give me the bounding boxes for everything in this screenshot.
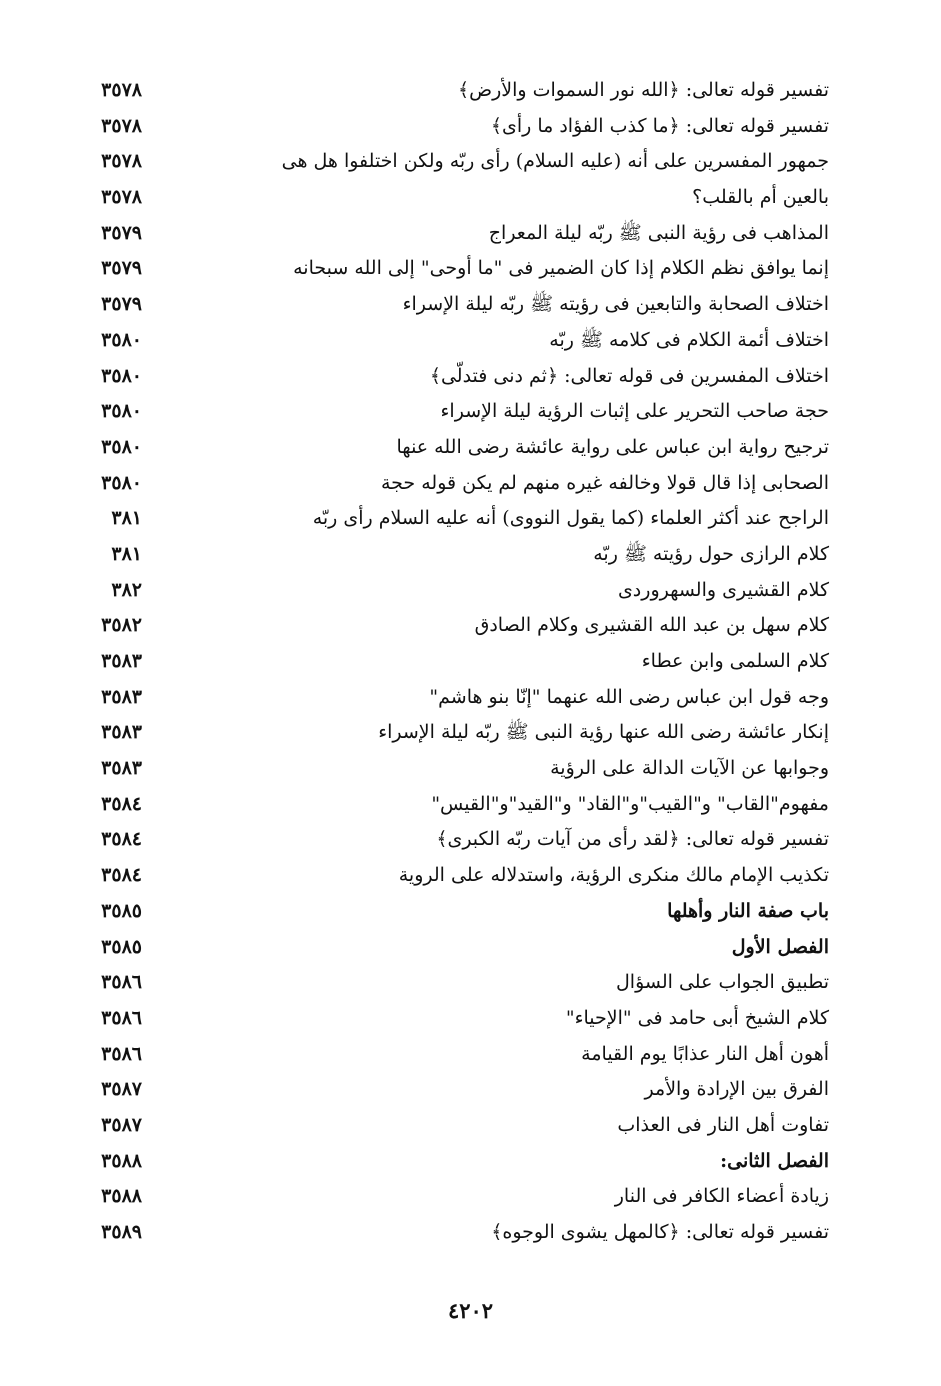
toc-entry	[0, 500, 941, 536]
toc-entry-page-number: ٣٥٨٦	[101, 971, 142, 994]
toc-entry-page-number: ٣٥٨٩	[101, 1221, 142, 1243]
toc-entry-title: المذاهب فى رؤية النبى ﷺ ربّه ليلة المعراج	[488, 221, 829, 244]
toc-entry-title: اختلاف أئمة الكلام فى كلامه ﷺ ربّه	[549, 328, 829, 351]
toc-entry-page-number: ٣٥٨٣	[101, 650, 142, 672]
toc-entry-title: كلام الشيخ أبى حامد فى "الإحياء"	[565, 1006, 829, 1029]
toc-entry-title: كلام سهل بن عبد الله القشيرى وكلام الصادق	[474, 614, 829, 637]
toc-entry	[0, 179, 941, 215]
toc-entry	[0, 643, 941, 679]
toc-entry	[0, 750, 941, 786]
toc-entry-title: تكذيب الإمام مالك منكرى الرؤية، واستدلاله على الروية	[398, 864, 829, 887]
toc-entry	[0, 821, 941, 857]
toc-entry-page-number: ٣٥٨٣	[101, 721, 142, 744]
toc-entry-title: الراجح عند أكثر العلماء (كما يقول النووى) أنه عليه السلام رأى ربّه	[312, 507, 829, 530]
toc-entry-page-number: ٣٥٨٠	[101, 328, 142, 351]
toc-entry-title: الصحابى إذا قال قولا وخالفه غيره منهم لم يكن قوله حجة	[380, 471, 829, 494]
toc-entry-page-number: ٣٥٨٤	[101, 864, 142, 887]
toc-entry	[0, 1214, 941, 1250]
toc-entry-title: تفسير قوله تعالى: ﴿لقد رأى من آيات ربّه الكبرى﴾	[436, 828, 829, 851]
toc-entry	[0, 786, 941, 822]
toc-entry	[0, 429, 941, 465]
toc-entry-page-number: ٣٥٨٦	[101, 1042, 142, 1065]
toc-entry	[0, 465, 941, 501]
toc-entry-page-number: ٣٥٧٩	[101, 221, 142, 244]
toc-entry-page-number: ٣٥٨٤	[101, 828, 142, 851]
page-number: ٤٢٠٢	[447, 1298, 494, 1323]
toc-entry-page-number: ٣٥٨٠	[101, 364, 142, 387]
toc-entry-page-number: ٣٨١	[111, 507, 142, 530]
toc-entry-title: كلام السلمى وابن عطاء	[641, 650, 829, 672]
toc-entry	[0, 964, 941, 1000]
toc-entry-title: وجوابها عن الآيات الدالة على الرؤية	[550, 757, 829, 780]
toc-entry-title: بالعين أم بالقلب؟	[692, 186, 829, 209]
toc-entry-page-number: ٣٥٧٨	[101, 186, 142, 209]
toc-entry	[0, 143, 941, 179]
toc-entry	[0, 536, 941, 572]
toc-entry-page-number: ٣٥٧٩	[101, 257, 142, 280]
toc-entry-page-number: ٣٥٨٠	[101, 435, 142, 458]
toc-entry-page-number: ٣٨١	[111, 542, 142, 565]
toc-entry-page-number: ٣٥٨٣	[101, 757, 142, 780]
toc-entry-title: إنما يوافق نظم الكلام إذا كان الضمير فى "ما أوحى" إلى الله سبحانه	[293, 257, 829, 280]
toc-entry	[0, 250, 941, 286]
toc-entry	[0, 893, 941, 929]
toc-entry-title: وجه قول ابن عباس رضى الله عنهما "إنّا بنو هاشم"	[429, 685, 829, 708]
toc-entry-page-number: ٣٥٧٨	[101, 114, 142, 137]
toc-entry-page-number: ٣٥٨٨	[101, 1149, 142, 1172]
toc-entry	[0, 714, 941, 750]
toc-entry-title: تفسير قوله تعالى: ﴿الله نور السموات والأرض﴾	[458, 79, 829, 101]
toc-entry	[0, 857, 941, 893]
toc-entry-title: اختلاف المفسرين فى قوله تعالى: ﴿ثم دنى فتدلّى﴾	[429, 364, 829, 387]
toc-entry	[0, 358, 941, 394]
toc-entry-page-number: ٣٥٨٠	[101, 471, 142, 494]
toc-entry	[0, 286, 941, 322]
toc-entry-title: الفصل الأول	[731, 935, 829, 958]
toc-entry-page-number: ٣٥٧٨	[101, 79, 142, 101]
toc-entry-title: تفاوت أهل النار فى العذاب	[617, 1113, 829, 1136]
toc-entry-title: اختلاف الصحابة والتابعين فى رؤيته ﷺ ربّه ليلة الإسراء	[402, 293, 829, 316]
toc-entry	[0, 72, 941, 108]
toc-entry-title: الفصل الثانى:	[720, 1149, 829, 1172]
toc-entry	[0, 929, 941, 965]
toc-entry-page-number: ٣٥٨٧	[101, 1113, 142, 1136]
toc-entry-page-number: ٣٥٨٤	[101, 792, 142, 815]
toc-entry-title: تطبيق الجواب على السؤال	[616, 971, 829, 994]
toc-entry-title: مفهوم"القاب" و"القيب"و"القاد" و"القيد"و"القيس"	[431, 792, 829, 815]
toc-entry-title: كلام القشيرى والسهروردى	[617, 578, 829, 601]
toc-entry-title: أهون أهل النار عذابًا يوم القيامة	[581, 1042, 829, 1065]
toc-entry-page-number: ٣٨٢	[111, 578, 142, 601]
toc-entry-page-number: ٣٥٨٨	[101, 1185, 142, 1208]
toc-entry	[0, 1178, 941, 1214]
toc-entry-title: تفسير قوله تعالى: ﴿ما كذب الفؤاد ما رأى﴾	[490, 114, 829, 137]
toc-entry	[0, 215, 941, 251]
table-of-contents	[0, 72, 941, 1250]
toc-entry	[0, 607, 941, 643]
toc-entry	[0, 1000, 941, 1036]
toc-entry-title: تفسير قوله تعالى: ﴿كالمهل يشوى الوجوه﴾	[491, 1221, 829, 1243]
toc-entry-page-number: ٣٥٧٩	[101, 293, 142, 316]
toc-entry-title: إنكار عائشة رضى الله عنها رؤية النبى ﷺ ربّه ليلة الإسراء	[378, 721, 829, 744]
toc-entry	[0, 572, 941, 608]
toc-entry-page-number: ٣٥٨٥	[101, 935, 142, 958]
toc-entry-page-number: ٣٥٨٧	[101, 1078, 142, 1101]
toc-entry	[0, 679, 941, 715]
toc-entry-title: ترجيح رواية ابن عباس على رواية عائشة رضى الله عنها	[396, 435, 829, 458]
toc-entry	[0, 1143, 941, 1179]
toc-entry-page-number: ٣٥٨٣	[101, 685, 142, 708]
toc-entry-page-number: ٣٥٨٠	[101, 400, 142, 423]
toc-entry-page-number: ٣٥٧٨	[101, 150, 142, 173]
toc-entry-page-number: ٣٥٨٥	[101, 899, 142, 922]
toc-entry-title: حجة صاحب التحرير على إثبات الرؤية ليلة الإسراء	[440, 400, 829, 423]
toc-entry-title: كلام الرازى حول رؤيته ﷺ ربّه	[593, 542, 829, 565]
toc-entry-title: جمهور المفسرين على أنه (عليه السلام) رأى ربّه ولكن اختلفوا هل هى	[281, 150, 829, 173]
toc-entry	[0, 1071, 941, 1107]
toc-entry-page-number: ٣٥٨٦	[101, 1006, 142, 1029]
toc-entry	[0, 1036, 941, 1072]
toc-entry-page-number: ٣٥٨٢	[101, 614, 142, 637]
toc-entry	[0, 1107, 941, 1143]
toc-entry	[0, 108, 941, 144]
toc-entry-title: باب صفة النار وأهلها	[667, 899, 829, 922]
toc-entry	[0, 393, 941, 429]
toc-entry	[0, 322, 941, 358]
toc-entry-title: الفرق بين الإرادة والأمر	[644, 1078, 829, 1101]
toc-entry-title: زيادة أعضاء الكافر فى النار	[614, 1185, 829, 1208]
